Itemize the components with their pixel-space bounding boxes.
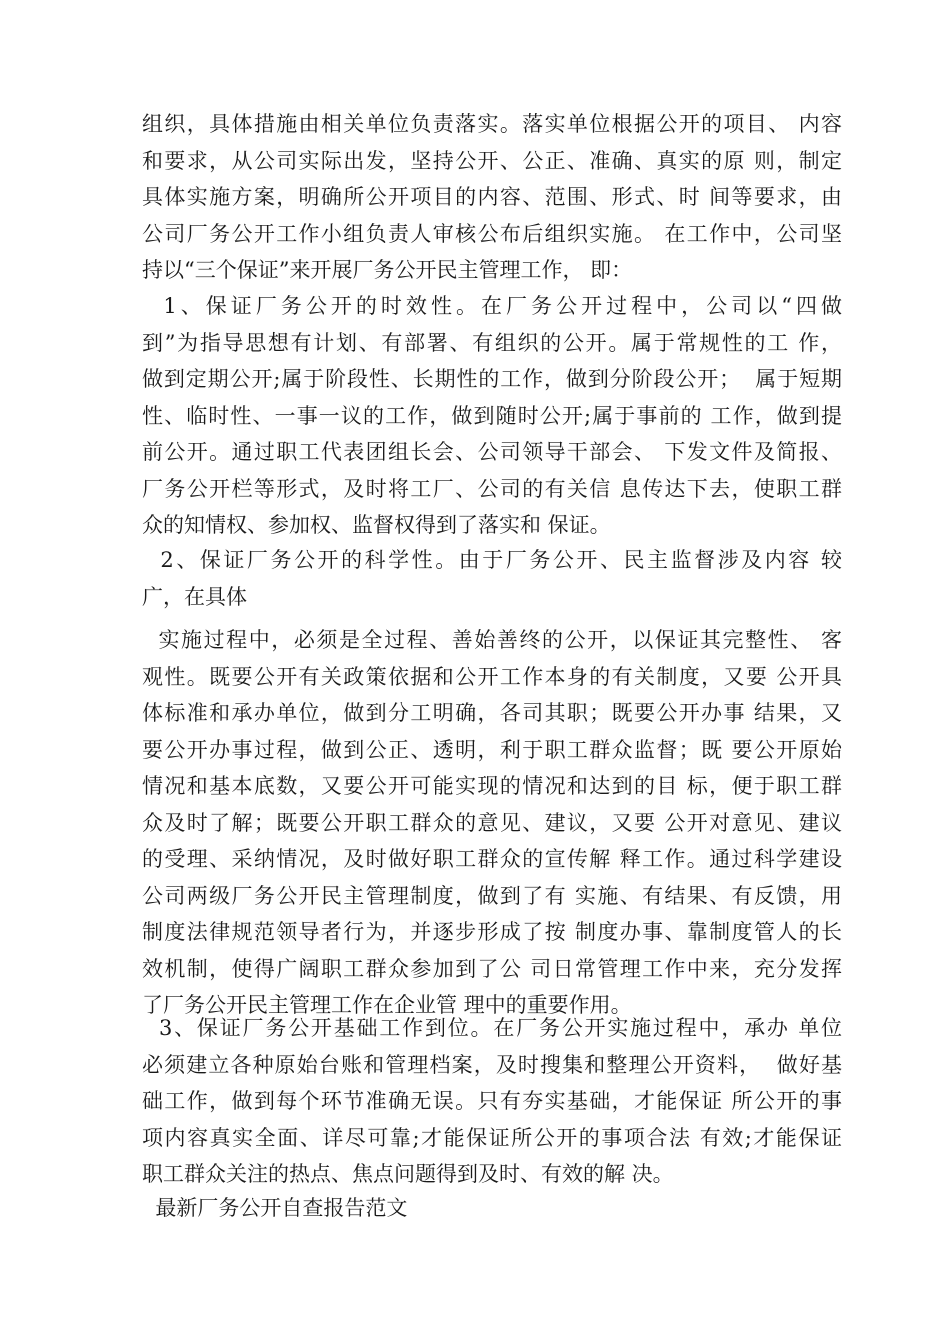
text-line: 具体实施方案，明确所公开项目的内容、范围、形式、时 间等要求，由 (142, 185, 842, 209)
text-line: 的受理、采纳情况，及时做好职工群众的宣传解 释工作。通过科学建设 (142, 847, 842, 871)
text-line: 础工作，做到每个环节准确无误。只有夯实基础，才能保证 所公开的事 (142, 1089, 842, 1113)
text-line: 制度法律规范领导者行为，并逐步形成了按 制度办事、靠制度管人的长 (142, 920, 842, 944)
text-line: 3、保证厂务公开基础工作到位。在厂务公开实施过程中，承办 单位 (142, 1016, 842, 1040)
text-line: 做到定期公开;属于阶段性、长期性的工作，做到分阶段公开； 属于短期 (142, 367, 842, 391)
text-line: 要公开办事过程，做到公正、透明，利于职工群众监督；既 要公开原始 (142, 737, 842, 762)
paragraph-implementation (142, 622, 842, 1024)
text-line: 最新厂务公开自查报告范文 (142, 1196, 408, 1220)
text-line: 效机制，使得广阔职工群众参加到了公 司日常管理工作中来，充分发挥 (142, 956, 842, 981)
text-line: 厂务公开栏等形式，及时将工厂、公司的有关信 息传达下去，使职工群 (142, 476, 842, 501)
paragraph-point-3 (142, 1010, 842, 1193)
text-line: 情况和基本底数，又要公开可能实现的情况和达到的目 标，便于职工群 (142, 774, 842, 798)
text-line: 项内容真实全面、详尽可靠;才能保证所公开的事项合法 有效;才能保证 (142, 1125, 842, 1150)
text-line: 持以“三个保证”来开展厂务公开民主管理工作， 即： (142, 258, 633, 282)
text-line: 实施过程中，必须是全过程、善始善终的公开，以保证其完整性、 客 (142, 628, 842, 652)
text-line: 1、保证厂务公开的时效性。在厂务公开过程中，公司以“四做 (142, 294, 842, 318)
text-line: 性、临时性、一事一议的工作，做到随时公开;属于事前的 工作，做到提 (142, 403, 842, 428)
paragraph-closing-title (142, 1190, 842, 1227)
text-line: 到”为指导思想有计划、有部署、有组织的公开。属于常规性的工 作， (142, 330, 842, 355)
text-line: 前公开。通过职工代表团组长会、公司领导干部会、 下发文件及简报、 (142, 440, 842, 464)
text-line: 广，在具体 (142, 584, 247, 609)
text-line: 众的知情权、参加权、监督权得到了落实和 保证。 (142, 513, 611, 537)
text-line: 职工群众关注的热点、焦点问题得到及时、有效的解 决。 (142, 1162, 674, 1186)
text-line: 公司厂务公开工作小组负责人审核公布后组织实施。 在工作中，公司坚 (142, 221, 842, 246)
text-line: 观性。既要公开有关政策依据和公开工作本身的有关制度，又要 公开具 (142, 664, 842, 689)
paragraph-point-1 (142, 288, 842, 544)
text-line: 和要求，从公司实际出发，坚持公开、公正、准确、真实的原 则，制定 (142, 148, 842, 173)
text-line: 公司两级厂务公开民主管理制度，做到了有 实施、有结果、有反馈，用 (142, 883, 842, 908)
text-line: 体标准和承办单位，做到分工明确，各司其职；既要公开办事 结果，又 (142, 701, 842, 725)
paragraph-point-2 (142, 542, 842, 615)
text-line: 2、保证厂务公开的科学性。由于厂务公开、民主监督涉及内容 较 (142, 548, 842, 572)
text-line: 众及时了解；既要公开职工群众的意见、建议，又要 公开对意见、建议 (142, 810, 842, 835)
text-line: 组织，具体措施由相关单位负责落实。落实单位根据公开的项目、 内容 (142, 112, 842, 136)
text-line: 了厂务公开民主管理工作在企业管 理中的重要作用。 (142, 993, 632, 1017)
paragraph-intro (142, 106, 842, 289)
text-line: 必须建立各种原始台账和管理档案，及时搜集和整理公开资料， 做好基 (142, 1052, 842, 1077)
